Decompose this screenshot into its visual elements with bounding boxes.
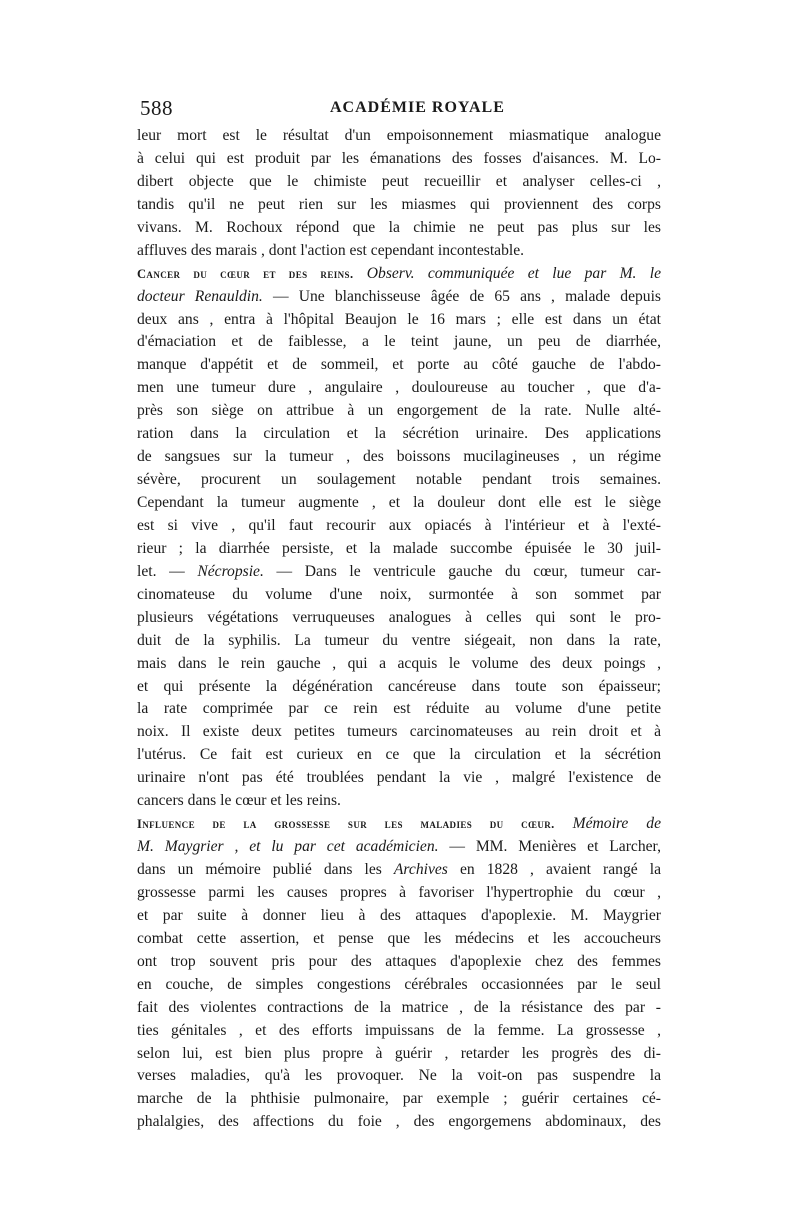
line-text: — Une blanchisseuse âgée de 65 ans , malade depuis [262,287,661,305]
text-line [137,354,661,377]
line-text: est si vive , qu'il faut recourir aux opiacés à l'intérieur et à l'exté- [137,516,661,534]
text-line [137,928,661,951]
line-text: fait des violentes contractions de la matrice , de la résistance des par - [137,998,661,1016]
text-line [137,1043,661,1066]
line-text: combat cette assertion, et pense que les médecins et les accoucheurs [137,929,661,947]
line-text: rieur ; la diarrhée persiste, et la malade succombe épuisée le 30 juil- [137,539,661,557]
text-line [137,676,661,699]
line-text: grossesse parmi les causes propres à favoriser l'hypertrophie du cœur , [137,883,661,901]
text-line [137,446,661,469]
line-text: à celui qui est produit par les émanations des fosses d'aisances. M. Lo- [137,149,661,167]
text-line [137,286,661,309]
italic-text: Mémoire de [554,815,661,833]
text-line [137,882,661,905]
line-text: — Dans le ventricule gauche du cœur, tumeur car- [263,562,661,580]
text-line [137,240,661,263]
text-line [137,538,661,561]
text-line [137,217,661,240]
page-number: 588 [140,96,173,120]
text-line [137,836,661,859]
line-text: cinomateuse du volume d'une noix, surmontée à son sommet par [137,585,661,603]
text-line [137,515,661,538]
line-text: Cependant la tumeur augmente , et la douleur dont elle est le siège [137,494,661,511]
text-line [137,744,661,767]
line-text: leur mort est le résultat d'un empoisonnement miasmatique analogue [137,127,661,144]
line-text: — MM. Menières et Larcher, [438,838,661,856]
line-text: près son siège on attribue à un engorgement de la rate. Nulle alté- [137,402,661,420]
italic-text: docteur Renauldin. [137,287,263,305]
line-text: et par suite à donner lieu à des attaques d'apoplexie. M. Maygrier [137,906,661,924]
text-line [137,263,661,286]
line-text: selon lui, est bien plus propre à guérir , retarder les progrès des di- [137,1044,661,1062]
line-text: l'utérus. Ce fait est curieux en ce que la circulation et la sécrétion [137,746,661,764]
text-line [137,905,661,928]
text-line [137,469,661,492]
text-line [137,813,661,836]
text-line [137,171,661,194]
text-line [137,1020,661,1043]
line-text: vivans. M. Rochoux répond que la chimie ne peut pas plus sur les [137,218,661,236]
text-line [137,1111,661,1134]
line-text: plusieurs végétations verruqueuses analogues à celles qui sont le pro- [137,608,661,626]
text-line [137,974,661,997]
line-text: ties génitales , et des efforts impuissans de la femme. La grossesse , [137,1021,661,1039]
line-text: la rate comprimée par ce rein est réduite au volume d'une petite [137,700,661,718]
line-text: en couche, de simples congestions cérébrales occasionnées par le seul [137,975,661,993]
text-line [137,1065,661,1088]
line-text: ration dans la circulation et la sécrétion urinaire. Des applications [137,425,661,443]
text-line [137,194,661,217]
line-text: affluves des marais , dont l'action est cependant incontestable. [137,241,525,259]
section-heading: Cancer du cœur et des reins. [137,266,354,281]
line-text: ont trop souvent pris pour des attaques d'apoplexie chez des femmes [137,952,661,970]
line-text: mais dans le rein gauche , qui a acquis le volume des deux poings , [137,654,661,672]
text-line [137,148,661,171]
text-line [137,584,661,607]
line-text: deux ans , entra à l'hôpital Beaujon le 16 mars ; elle est dans un état [137,310,661,328]
section-heading: Influence de la grossesse sur les maladies du cœur. [137,817,555,832]
body-text [137,125,661,1134]
text-line [137,309,661,332]
line-text: dibert objecte que le chimiste peut recueillir et analyser celles-ci , [137,172,661,190]
text-line [137,790,661,813]
line-text: tandis qu'il ne peut rien sur les miasmes qui proviennent des corps [137,195,661,213]
line-text: cancers dans le cœur et les reins. [137,792,341,810]
line-text: et qui présente la dégénération cancéreuse dans toute son épaisseur; [137,677,661,695]
line-text: sévère, procurent un soulagement notable pendant trois semaines. [137,471,661,489]
italic-text: Archives [393,861,448,878]
line-text: noix. Il existe deux petites tumeurs carcinomateuses au rein droit et à [137,723,661,741]
line-text: en 1828 , avaient rangé la [447,861,661,878]
text-line [137,951,661,974]
text-line [137,125,661,148]
text-line [137,997,661,1020]
text-line [137,767,661,790]
line-text: marche de la phthisie pulmonaire, par exemple ; guérir certaines cé- [137,1090,661,1108]
italic-text: Nécropsie. [197,562,264,580]
line-text: let. — [137,562,198,580]
text-line [137,653,661,676]
text-line [137,331,661,354]
line-text: d'émaciation et de faiblesse, a le teint jaune, un peu de diarrhée, [137,333,661,351]
line-text: urinaire n'ont pas été troublées pendant la vie , malgré l'existence de [137,769,661,787]
line-text: verses maladies, qu'à les provoquer. Ne la voit-on pas suspendre la [137,1067,661,1085]
line-text: dans un mémoire publié dans les [137,861,394,878]
text-line [137,423,661,446]
line-text: men une tumeur dure , angulaire , douloureuse au toucher , que d'a- [137,379,661,397]
text-line [137,859,661,882]
text-line [137,630,661,653]
line-text: duit de la syphilis. La tumeur du ventre siégeait, non dans la rate, [137,631,661,649]
text-line [137,1088,661,1111]
italic-text: M. Maygrier , et lu par cet académicien. [137,838,439,856]
text-line [137,377,661,400]
text-line [137,607,661,630]
text-line [137,698,661,721]
text-line [137,400,661,423]
italic-text: Observ. communiquée et lue par M. le [353,264,661,282]
text-line [137,561,661,584]
page-header [140,96,660,126]
line-text: phalalgies, des affections du foie , des engorgemens abdominaux, des [137,1113,661,1131]
text-line [137,721,661,744]
line-text: manque d'appétit et de sommeil, et porte au côté gauche de l'abdo- [137,356,661,374]
running-head: ACADÉMIE ROYALE [330,99,505,116]
line-text: de sangsues sur la tumeur , des boissons mucilagineuses , un régime [137,448,661,466]
text-line [137,492,661,515]
